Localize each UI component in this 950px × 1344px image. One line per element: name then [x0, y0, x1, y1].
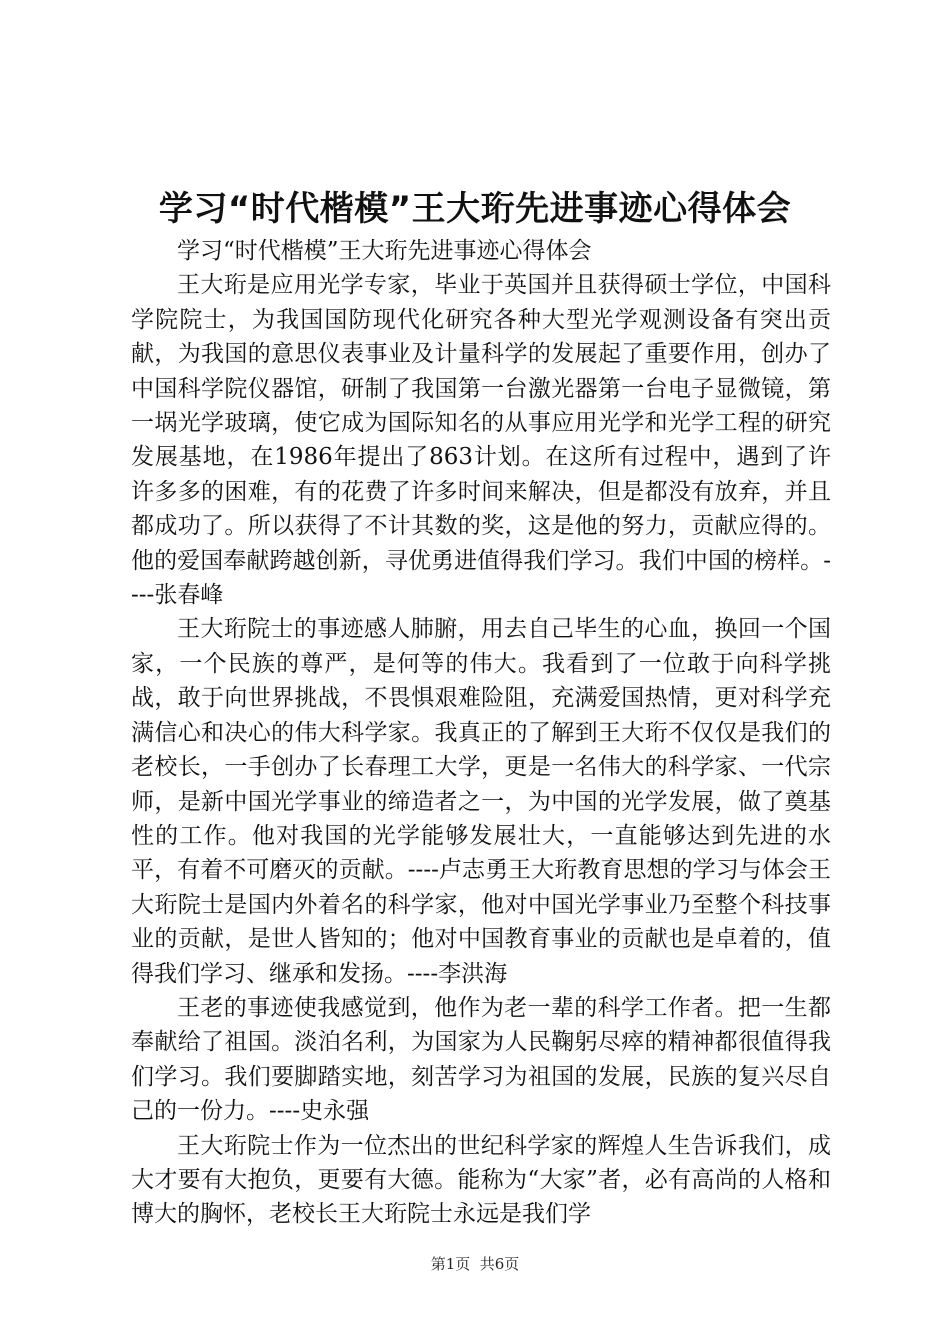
paragraph: 王大珩是应用光学专家，毕业于英国并且获得硕士学位，中国科学院院士，为我国国防现代化研究各种大型光学观测设备有突出贡献，为我国的意思仪表事业及计量科学的发展起了重要作用，创办了中国科学院仪器馆，研制了我国第一台激光器第一台电子显微镜，第一埚光学玻璃，使它成为国际知名的从事应用光学和光学工程的研究发展基地，在1986年提出了863计划。在这所有过程中，遇到了许许多多的困难，有的花费了许多时间来解决，但是都没有放弃，并且都成功了。所以获得了不计其数的奖，这是他的努力，贡献应得的。他的爱国奉献跨越创新，寻优勇进值得我们学习。我们中国的榜样。----张春峰 [131, 272, 831, 609]
paragraph: 王大珩院士的事迹感人肺腑，用去自己毕生的心血，换回一个国家，一个民族的尊严，是何等的伟大。我看到了一位敢于向科学挑战，敢于向世界挑战，不畏惧艰难险阻，充满爱国热情，更对科学充满信心和决心的伟大科学家。我真正的了解到王大珩不仅仅是我们的老校长，一手创办了长春理工大学，更是一名伟大的科学家、一代宗师，是新中国光学事业的缔造者之一，为中国的光学发展，做了奠基性的工作。他对我国的光学能够发展壮大，一直能够达到先进的水平，有着不可磨灭的贡献。----卢志勇王大珩教育思想的学习与体会王大珩院士是国内外着名的科学家，他对中国光学事业乃至整个科技事业的贡献，是世人皆知的；他对中国教育事业的贡献也是卓着的，值得我们学习、继承和发扬。----李洪海 [131, 616, 831, 987]
page-number-label: 第1页 共6页 [430, 1255, 520, 1273]
paragraph: 王大珩院士作为一位杰出的世纪科学家的辉煌人生告诉我们，成大才要有大抱负，更要有大德。能称为“大家”者，必有高尚的人格和博大的胸怀，老校长王大珩院士永远是我们学 [131, 1132, 831, 1228]
paragraph-subtitle: 学习“时代楷模”王大珩先进事迹心得体会 [177, 238, 592, 264]
page-footer [0, 1254, 950, 1274]
paragraph: 王老的事迹使我感觉到，他作为老一辈的科学工作者。把一生都奉献给了祖国。淡泊名利，为国家为人民鞠躬尽瘁的精神都很值得我们学习。我们要脚踏实地，刻苦学习为祖国的发展，民族的复兴尽自己的一份力。----史永强 [131, 994, 831, 1125]
document-body [131, 234, 831, 1232]
document-title: 学习“时代楷模”王大珩先进事迹心得体会 [158, 189, 792, 229]
